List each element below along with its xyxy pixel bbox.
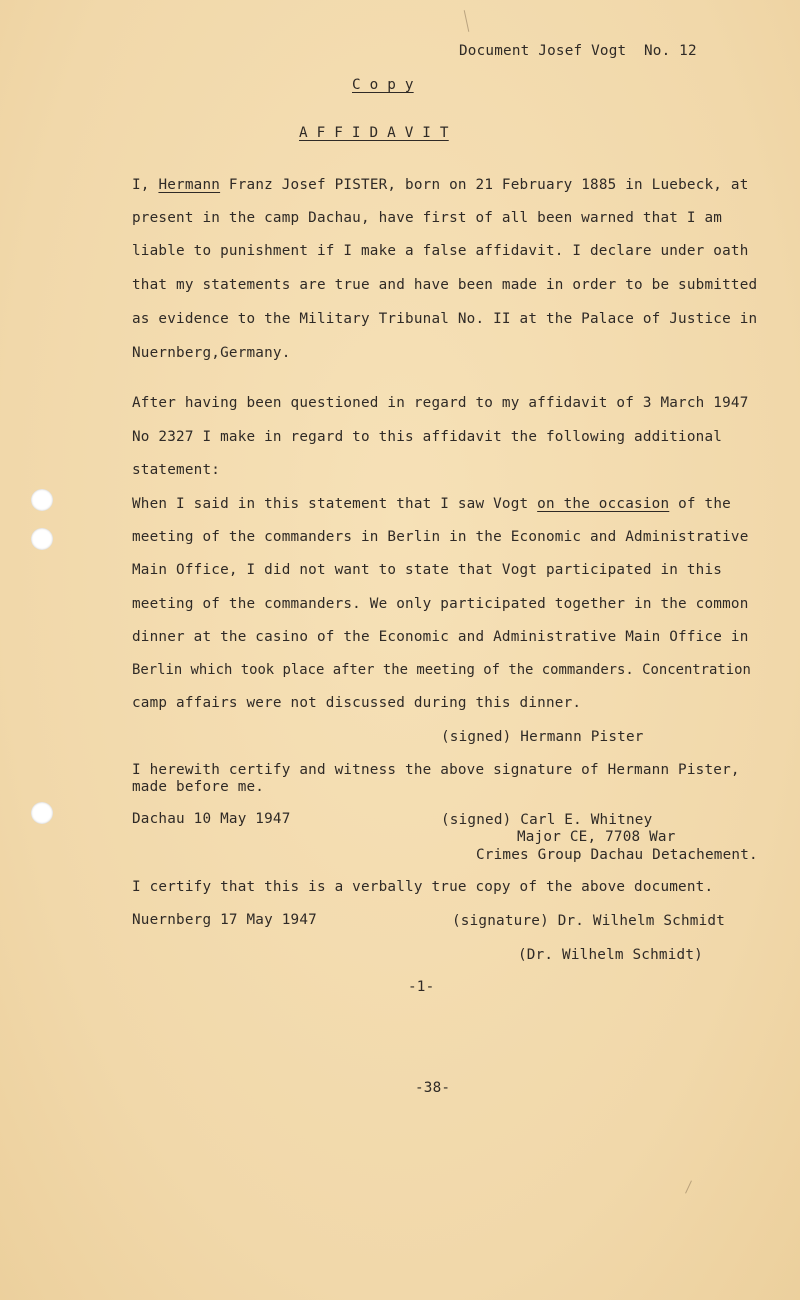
copy-place-date: Nuernberg 17 May 1947 [132, 912, 317, 928]
paragraph-3-line-5: dinner at the casino of the Economic and Administrative Main Office in [132, 629, 749, 645]
text: of the [669, 496, 731, 512]
text: I, [132, 177, 159, 193]
paragraph-1-line-6: Nuernberg,Germany. [132, 345, 291, 361]
paragraph-2-line-1: After having been questioned in regard to my affidavit of 3 March 1947 [132, 395, 749, 411]
certify-line-1: I herewith certify and witness the above signature of Hermann Pister, [132, 762, 740, 778]
paragraph-1-line-3: liable to punishment if I make a false affidavit. I declare under oath [132, 243, 749, 259]
punch-hole-bottom [31, 802, 53, 824]
copy-certification: I certify that this is a verbally true copy of the above document. [132, 879, 714, 895]
text: When I said in this statement that I saw Vogt [132, 496, 538, 512]
paragraph-2-line-3: statement: [132, 462, 221, 478]
witness-place-date: Dachau 10 May 1947 [132, 811, 291, 827]
paragraph-1-line-5: as evidence to the Military Tribunal No. II at the Palace of Justice in [132, 311, 758, 327]
witness-rank: Major CE, 7708 War [517, 829, 676, 845]
certify-line-2: made before me. [132, 779, 265, 795]
witness-unit: Crimes Group Dachau Detachement. [476, 847, 758, 863]
page-number: -1- [408, 979, 435, 995]
stamp-number: -38- [415, 1080, 451, 1096]
paragraph-3-line-3: Main Office, I did not want to state that Vogt participated in this [132, 562, 723, 578]
paragraph-1-line-1 [132, 176, 749, 194]
paragraph-1-line-4: that my statements are true and have been made in order to be submitted [132, 277, 758, 293]
paragraph-2-line-2: No 2327 I make in regard to this affidavit the following additional [132, 429, 723, 445]
document-reference: Document Josef Vogt No. 12 [459, 43, 697, 59]
affidavit-heading: A F F I D A V I T [299, 125, 449, 141]
copy-signature: (signature) Dr. Wilhelm Schmidt [452, 913, 726, 929]
paragraph-3-line-1 [132, 495, 731, 513]
name-hermann: Hermann [158, 177, 221, 193]
punch-hole-middle [31, 528, 53, 550]
copy-heading: C o p y [352, 77, 414, 93]
punch-hole-top [31, 489, 53, 511]
underlined-phrase: on the occasion [537, 496, 670, 512]
paragraph-3-line-2: meeting of the commanders in Berlin in the Economic and Administrative [132, 529, 749, 545]
copy-signer-name: (Dr. Wilhelm Schmidt) [518, 947, 703, 963]
paragraph-1-line-2: present in the camp Dachau, have first of all been warned that I am [132, 210, 723, 226]
witness-signature: (signed) Carl E. Whitney [441, 812, 653, 828]
text: Franz Josef PISTER, born on 21 February 1885 in Luebeck, at [220, 177, 749, 193]
paragraph-3-line-6: Berlin which took place after the meeting of the commanders. Concentration [132, 662, 751, 678]
paragraph-3-line-7: camp affairs were not discussed during this dinner. [132, 695, 582, 711]
paragraph-3-line-4: meeting of the commanders. We only participated together in the common [132, 596, 749, 612]
signature-pister: (signed) Hermann Pister [441, 729, 644, 745]
